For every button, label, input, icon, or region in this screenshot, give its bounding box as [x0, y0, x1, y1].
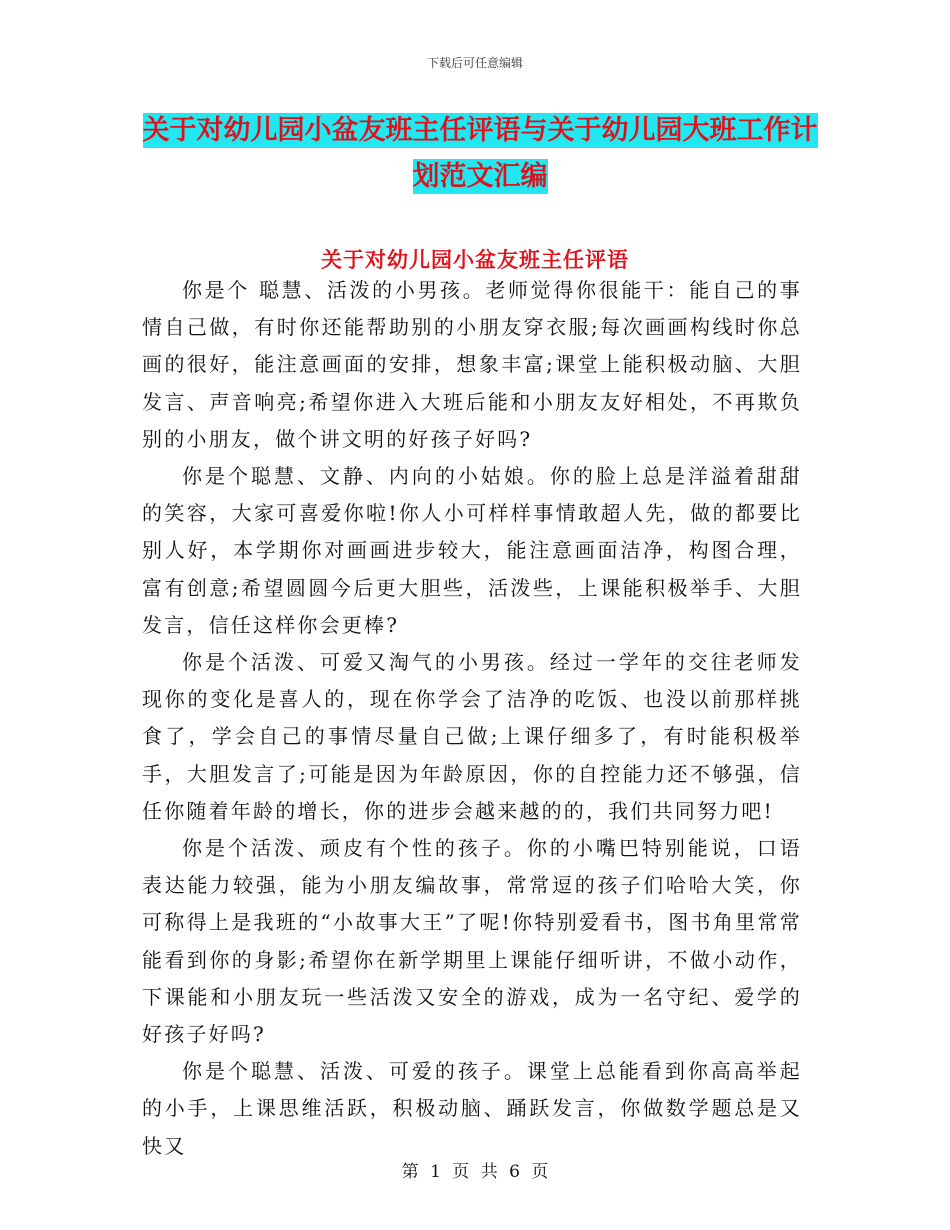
paragraph: 你是个 聪慧、活泼的小男孩。老师觉得你很能干：能自己的事情自己做，有时你还能帮助别的小朋友穿衣服;每次画画构线时你总画的很好，能注意画面的安排，想象丰富;课堂上能积极动脑、大胆发言、声音响亮;希望你进入大班后能和小朋友友好相处，不再欺负别的小朋友，做个讲文明的好孩子好吗?	[142, 278, 802, 451]
paragraph: 你是个聪慧、活泼、可爱的孩子。课堂上总能看到你高高举起的小手，上课思维活跃，积极动脑、踊跃发言，你做数学题总是又快又	[142, 1059, 802, 1158]
paragraph: 你是个聪慧、文静、内向的小姑娘。你的脸上总是洋溢着甜甜的笑容，大家可喜爱你啦!你人小可样样事情敢超人先，做的都要比别人好，本学期你对画画进步较大，能注意画面洁净，构图合理，富有创意;希望圆圆今后更大胆些，活泼些，上课能积极举手、大胆发言，信任这样你会更棒?	[142, 464, 802, 637]
page-number-footer: 第 1 页 共 6 页	[401, 1162, 549, 1182]
header-note: 下载后可任意编辑	[426, 56, 523, 70]
section-title: 关于对幼儿园小盆友班主任评语	[321, 247, 629, 272]
document-body	[142, 272, 802, 1165]
document-title	[140, 108, 820, 200]
paragraph: 你是个活泼、可爱又淘气的小男孩。经过一学年的交往老师发现你的变化是喜人的，现在你学会了洁净的吃饭、也没以前那样挑食了，学会自己的事情尽量自己做;上课仔细多了，有时能积极举手，大胆发言了;可能是因为年龄原因，你的自控能力还不够强，信任你随着年龄的增长，你的进步会越来越的的，我们共同努力吧!	[142, 650, 802, 823]
paragraph: 你是个活泼、顽皮有个性的孩子。你的小嘴巴特别能说，口语表达能力较强，能为小朋友编故事，常常逗的孩子们哈哈大笑，你可称得上是我班的“小故事大王”了呢!你特别爱看书，图书角里常常能看到你的身影;希望你在新学期里上课能仔细听讲，不做小动作，下课能和小朋友玩一些活泼又安全的游戏，成为一名守纪、爱学的好孩子好吗?	[142, 836, 802, 1047]
document-title-text: 关于对幼儿园小盆友班主任评语与关于幼儿园大班工作计划范文汇编	[142, 115, 818, 192]
